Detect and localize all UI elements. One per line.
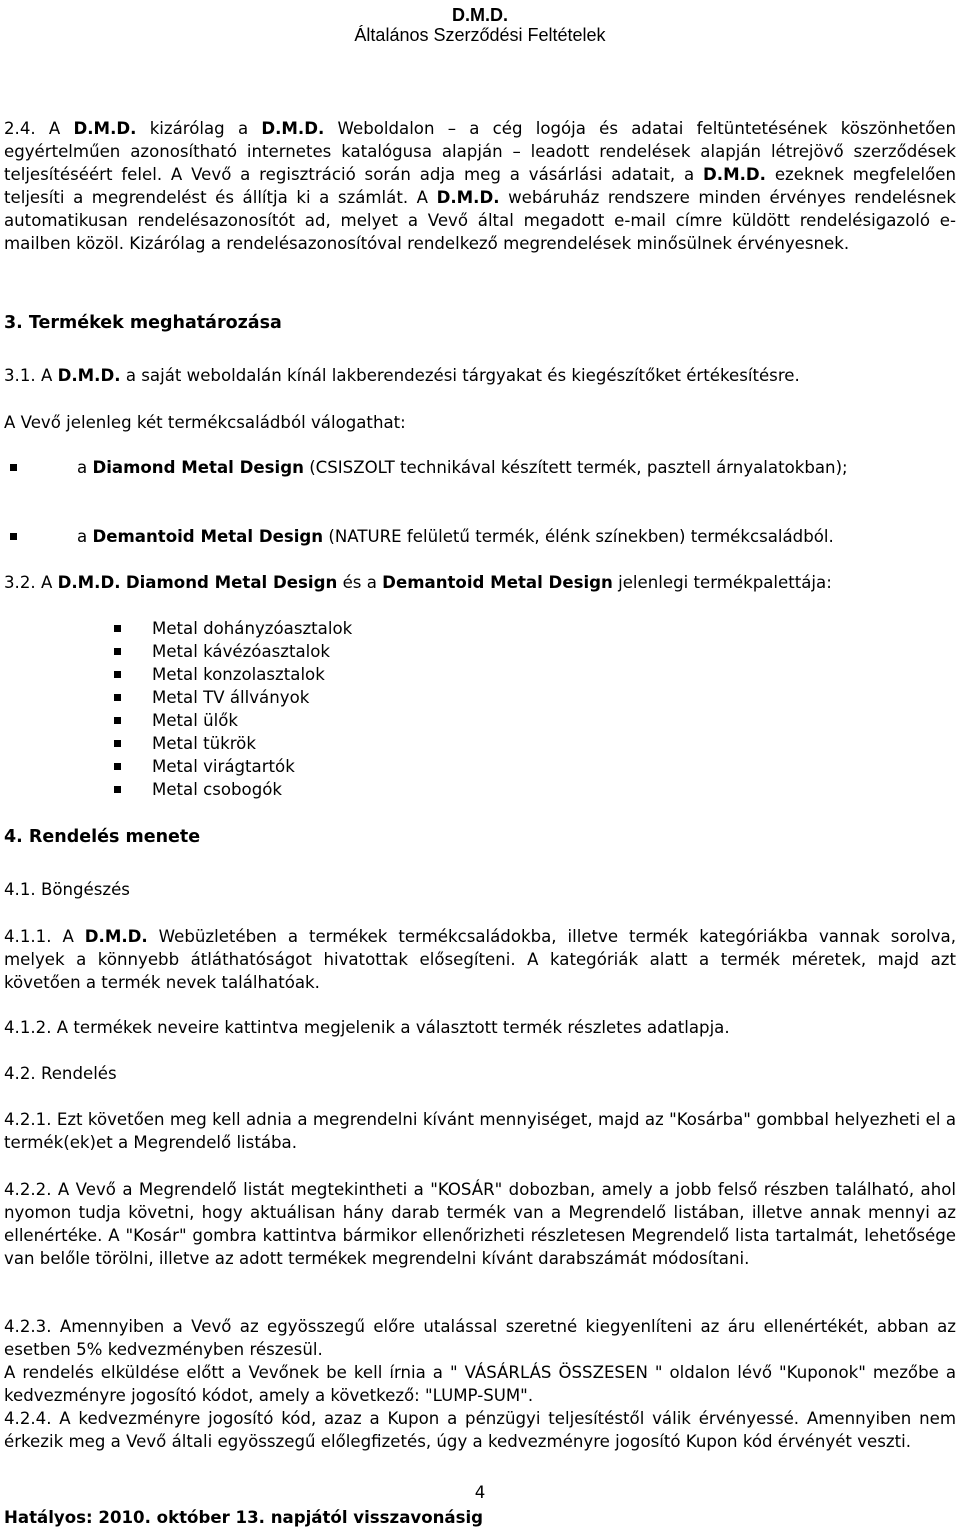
clause-text: a saját weboldalán kínál lakberendezési tárgyakat és kiegészítőket értékesítésre. bbox=[120, 366, 800, 385]
company-name: D.M.D. bbox=[73, 119, 137, 138]
product-item: Metal dohányzóasztalok bbox=[114, 617, 814, 640]
effective-date: Hatályos: 2010. október 13. napjától visszavonásig bbox=[4, 1508, 484, 1527]
company-name: D.M.D. bbox=[261, 119, 325, 138]
bullet-icon bbox=[114, 717, 121, 724]
section-heading-3: 3. Termékek meghatározása bbox=[4, 313, 282, 333]
clause-text: kizárólag a bbox=[136, 119, 262, 138]
clause-text: webáruház rendszere minden érvényes rendelésnek automatikusan rendelésazonosítót ad, melyet a Vevő által megadott e-mail címre küldött rendelésigazoló e-mailben közöl. Kizárólag a rendelésazonosítóval rendelkező megrendelések minősülnek érvényesnek. bbox=[4, 188, 956, 253]
clause-3-2: 3.2. A D.M.D. Diamond Metal Design és a Demantoid Metal Design jelenlegi termékpalettája: bbox=[4, 573, 832, 592]
clause-4-1-1 bbox=[4, 925, 956, 994]
bullet-icon bbox=[114, 763, 121, 770]
clause-text: Webüzletében a termékek termékcsaládokba, illetve termék kategóriákba vannak sorolva, melyek a könnyebb átláthatóságot hivatottak elősegíteni. A kategóriák alatt a termék méretek, majd azt követően a termék nevek találhatóak. bbox=[4, 927, 956, 992]
family-item-demantoid bbox=[10, 525, 956, 548]
document-title: Általános Szerződési Feltételek bbox=[354, 25, 606, 45]
bullet-icon bbox=[10, 533, 17, 540]
company-name: D.M.D. bbox=[84, 927, 148, 946]
product-item: Metal ülők bbox=[114, 709, 814, 732]
company-name: D.M.D. bbox=[436, 188, 500, 207]
clause-number: 2.4. A bbox=[4, 119, 74, 138]
subsection-4-1: 4.1. Böngészés bbox=[4, 880, 130, 899]
clause-number: 3.2. A bbox=[4, 573, 58, 592]
bullet-icon bbox=[10, 464, 17, 471]
product-item: Metal csobogók bbox=[114, 778, 814, 801]
company-name: D.M.D. bbox=[703, 165, 766, 184]
product-item: Metal tükrök bbox=[114, 732, 814, 755]
clause-4-1-2: 4.1.2. A termékek neveire kattintva megjelenik a választott termék részletes adatlapja. bbox=[4, 1018, 730, 1037]
clause-4-2-1: 4.2.1. Ezt követően meg kell adnia a megrendelni kívánt mennyiséget, majd az "Kosárba" gombbal helyezheti el a termék(ek)et a Megrendelő listába. bbox=[4, 1110, 956, 1152]
clause-number: 4.1.1. A bbox=[4, 927, 85, 946]
section-heading-4: 4. Rendelés menete bbox=[4, 827, 201, 847]
product-family-name: Demantoid Metal Design bbox=[382, 573, 613, 592]
family-item-diamond bbox=[10, 456, 956, 502]
clause-number: 3.1. A bbox=[4, 366, 58, 385]
clause-2-4 bbox=[4, 117, 956, 255]
clause-3-1 bbox=[4, 364, 956, 387]
clause-4-2-3-coupon: A rendelés elküldése előtt a Vevőnek be kell írnia a " VÁSÁRLÁS ÖSSZESEN " oldalon lévő "Kuponok" mezőbe a kedvezményre jogosító kódot, amely a következő: "LUMP-SUM". bbox=[4, 1363, 956, 1405]
bullet-icon bbox=[114, 740, 121, 747]
bullet-icon bbox=[114, 671, 121, 678]
clause-text: ezeknek megfelelően teljesíti a megrendelést és állítja ki a számlát. A bbox=[4, 165, 957, 207]
families-intro: A Vevő jelenleg két termékcsaládból válogathat: bbox=[4, 413, 406, 432]
product-family-name: Diamond Metal Design bbox=[125, 573, 338, 592]
clause-4-2-3: 4.2.3. Amennyiben a Vevő az egyösszegű előre utalással szeretné kiegyenlíteni az áru ellenértékét, abban az esetben 5% kedvezményben részesül. bbox=[4, 1317, 956, 1359]
subsection-4-2: 4.2. Rendelés bbox=[4, 1064, 117, 1083]
bullet-icon bbox=[114, 786, 121, 793]
product-item: Metal kávézóasztalok bbox=[114, 640, 814, 663]
bullet-icon bbox=[114, 694, 121, 701]
product-item: Metal konzolasztalok bbox=[114, 663, 814, 686]
bullet-icon bbox=[114, 648, 121, 655]
product-item: Metal virágtartók bbox=[114, 755, 814, 778]
page-number: 4 bbox=[474, 1483, 486, 1502]
company-name: D.M.D. bbox=[57, 573, 121, 592]
list-item-text: a Diamond Metal Design (CSISZOLT technikával készített termék, pasztell árnyalatokban); bbox=[77, 458, 848, 477]
list-item-text: a Demantoid Metal Design (NATURE felületű termék, élénk színekben) termékcsaládból. bbox=[77, 527, 834, 546]
clause-4-2-2: 4.2.2. A Vevő a Megrendelő listát megtekintheti a "KOSÁR" dobozban, amely a jobb felső részben található, ahol nyomon tudja követni, hogy aktuálisan hány darab termék van a Megrendelő listában, illetve annak mennyi az ellenértéke. A "Kosár" gombra kattintva bármikor ellenőrizheti részletesen Megrendelő lista tartalmát, lehetősége van belőle törölni, illetve az adott termékek megrendelni kívánt darabszámát módosítani. bbox=[4, 1180, 956, 1268]
clause-text: Weboldalon – a cég logója és adatai feltüntetésének köszönhetően egyértelműen azonosítható internetes katalógusa alapján – leadott rendelések alapján létrejövő szerződések teljesítéséért felel. A Vevő a regisztráció során adja meg a vásárlási adatait, a bbox=[4, 119, 956, 184]
document-brand: D.M.D. bbox=[452, 5, 508, 25]
bullet-icon bbox=[114, 625, 121, 632]
product-item: Metal TV állványok bbox=[114, 686, 814, 709]
clause-4-2-4: 4.2.4. A kedvezményre jogosító kód, azaz a Kupon a pénzügyi teljesítéstől válik érvényessé. Amennyiben nem érkezik meg a Vevő általi egyösszegű előlegfizetés, úgy a kedvezményre jogosító Kupon kód érvényét veszti. bbox=[4, 1409, 956, 1451]
company-name: D.M.D. bbox=[57, 366, 121, 385]
